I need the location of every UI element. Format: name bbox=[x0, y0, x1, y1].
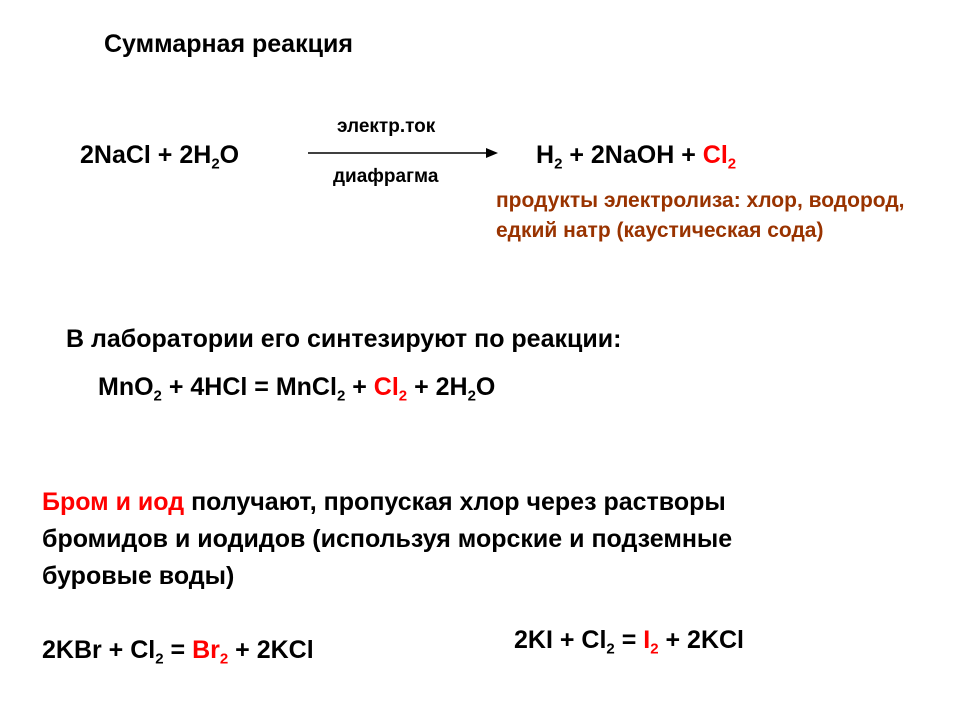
chlorine-product: $Cl_2$ bbox=[702, 141, 737, 173]
reaction3-equation: $2KBr + Cl_2 = Br_2 + 2KCl$ bbox=[42, 636, 314, 668]
chlorine-product: $Cl_2$ bbox=[373, 373, 408, 405]
bromine-iodine-highlight: Бром и иод bbox=[42, 488, 185, 516]
iodine-product: $I_2$ bbox=[643, 626, 659, 658]
bromine-product: $Br_2$ bbox=[192, 636, 229, 668]
reaction4-equation: $2KI + Cl_2 = I_2 + 2KCl$ bbox=[514, 626, 744, 658]
reaction1-reactants: 2NaCl + $2H_2O$ bbox=[80, 141, 240, 173]
reaction-arrow bbox=[308, 146, 498, 160]
electrolysis-products-note: продукты электролиза: хлор, водород, едкий натр (каустическая сода) bbox=[496, 189, 905, 242]
lab-heading: В лаборатории его синтезируют по реакции: bbox=[66, 325, 622, 353]
arrow-condition-top: электр.ток bbox=[337, 116, 436, 137]
reaction2-equation: MnO$_2$ + 4HCl = MnCl$_2$ + $Cl_2 + 2H_2O$ bbox=[98, 373, 496, 405]
bromine-iodine-paragraph: Бром и иод получают, пропуская хлор через растворы бромидов и иодидов (используя морские и подземные буровые воды) bbox=[42, 488, 733, 590]
reaction1-products: $H_2$ + 2NaOH + $Cl_2$ bbox=[536, 141, 737, 173]
section-title: Суммарная реакция bbox=[104, 30, 353, 58]
arrow-condition-bottom: диафрагма bbox=[333, 166, 439, 187]
